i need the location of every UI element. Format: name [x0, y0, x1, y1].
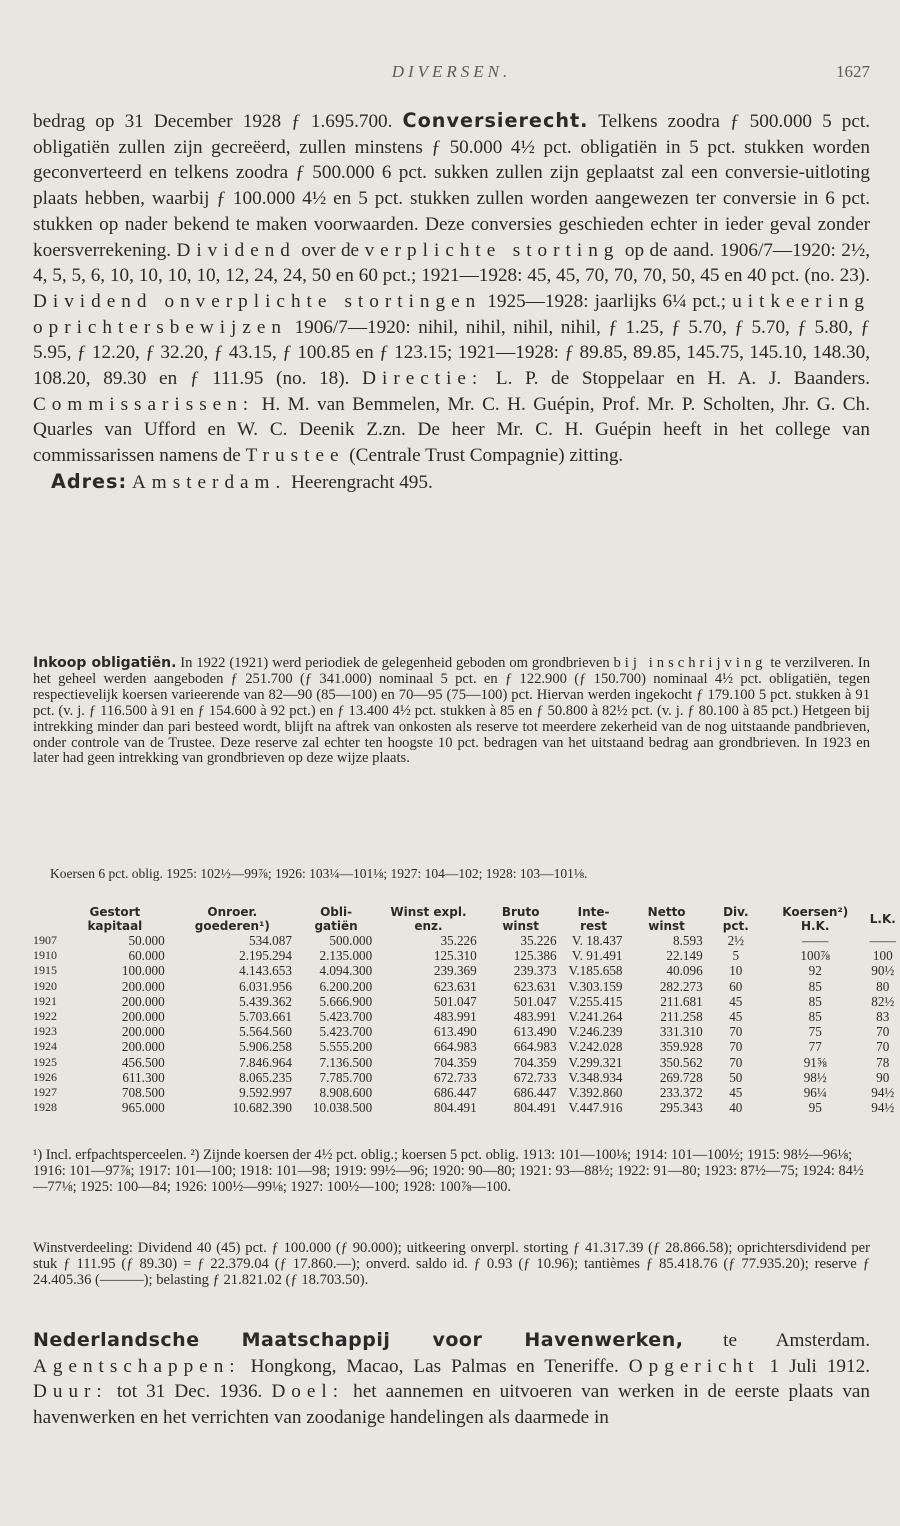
table-row [33, 1100, 900, 1115]
winstverdeeling: Winstverdeeling: Dividend 40 (45) pct. ƒ 100.000 (ƒ 90.000); uitkeering onverpl. storting ƒ 41.317.39 (ƒ 28.866.58); oprichtersdividend per stuk ƒ 111.95 (ƒ 89.30) = ƒ 22.379.04 (ƒ 17.860.—); onverd. saldo id. ƒ 0.93 (ƒ 10.96); tantièmes ƒ 85.418.76 (ƒ 77.935.20); reserve ƒ 24.405.36 (———); belasting ƒ 21.821.02 (ƒ 18.703.50). [33, 1240, 870, 1288]
table-cell: 4.143.653 [239, 963, 292, 979]
table-cell: V.241.264 [568, 1009, 623, 1025]
table-cell: 664.983 [433, 1039, 477, 1055]
table-cell: 85 [808, 978, 822, 994]
table-cell: 83 [876, 1009, 890, 1025]
table-cell: 40.096 [666, 963, 703, 979]
table-cell: 2½ [727, 933, 745, 948]
table-cell: 269.728 [659, 1069, 703, 1085]
table-cell: 613.490 [433, 1024, 477, 1040]
table-cell: 10.038.500 [312, 1100, 373, 1116]
table-cell-year: 1925 [33, 1054, 57, 1069]
table-cell: 5.666.900 [319, 993, 373, 1009]
table-cell-year: 1920 [33, 978, 57, 993]
table-cell: V. 91.491 [571, 948, 623, 964]
table-cell: V.447.916 [568, 1100, 623, 1116]
table-cell: 611.300 [122, 1069, 165, 1085]
table-cell: V.299.321 [568, 1054, 623, 1070]
table-cell: 6.031.956 [239, 978, 292, 994]
table-cell: 70 [729, 1039, 743, 1055]
table-footnotes: ¹) Incl. erfpachtsperceelen. ²) Zijnde koersen der 4½ pct. oblig.; koersen 5 pct. oblig. 1913: 101—100⅛; 1914: 101—100½; 1915: 98½—96⅛; 1916: 101—97⅞; 1917: 101—100; 1918: 101—98; 1919: 99½—96; 1920: 90—80; 1921: 93—88½; 1922: 91—80; 1923: 87½—75; 1924: 84½—77⅛; 1925: 100—84; 1926: 100½—99⅛; 1927: 100½—100; 1928: 100⅞—100. [33, 1147, 864, 1195]
address-city: Amsterdam. [131, 471, 287, 493]
table-cell: 7.136.500 [319, 1054, 373, 1070]
table-cell: 35.226 [440, 933, 477, 948]
financial-table [33, 905, 900, 1115]
table-cell: 623.631 [513, 978, 557, 994]
table-cell: 804.491 [513, 1100, 557, 1116]
table-cell: 456.500 [121, 1054, 165, 1070]
table-header-row: Gestort kapitaal Onroer. goederen¹) Obli-gatiën Winst expl. enz. Bruto winst Inte-rest Netto winst Div. pct. Koersen²) H.K. L.K. [87, 905, 896, 933]
table-cell: 4.094.300 [319, 963, 373, 979]
table-cell-year: 1924 [33, 1039, 57, 1054]
heading-inkoop: Inkoop obligatiën. [33, 655, 177, 671]
koersen-line: Koersen 6 pct. oblig. 1925: 102½—99⅞; 1926: 103¼—101⅛; 1927: 104—102; 1928: 103—101⅛. [50, 866, 588, 881]
table-cell-year: 1910 [33, 948, 57, 963]
table-cell: 40 [729, 1100, 743, 1116]
table-cell-year: 1926 [33, 1069, 57, 1084]
table-row [33, 1085, 900, 1100]
table-cell: 672.733 [433, 1069, 477, 1085]
table-cell: 50 [729, 1069, 743, 1085]
paragraph-adres [33, 469, 870, 496]
table-cell: 8.593 [673, 933, 703, 948]
heading-directie: Directie: [362, 368, 484, 390]
table-cell: 282.273 [659, 978, 703, 994]
table-cell: 100⅞ [800, 948, 831, 964]
heading-trustee: Trustee [245, 445, 345, 467]
table-cell: 10 [729, 963, 743, 979]
table-cell: 704.359 [433, 1054, 477, 1070]
table-row [33, 994, 900, 1009]
table-cell: 5.564.560 [239, 1024, 292, 1040]
table-cell-year: 1907 [33, 933, 57, 947]
table-cell: 2.135.000 [319, 948, 373, 964]
table-cell: 35.226 [520, 933, 557, 948]
table-cell: 100 [872, 948, 893, 964]
table-cell: 45 [729, 1085, 743, 1101]
table-cell-year: 1927 [33, 1085, 57, 1100]
table-cell: 7.846.964 [239, 1054, 292, 1070]
table-cell-year: 1928 [33, 1100, 57, 1115]
table-row [33, 1009, 900, 1024]
table-cell: 94½ [871, 1100, 895, 1116]
table-cell: 70 [729, 1024, 743, 1040]
table-cell: 2.195.294 [239, 948, 292, 964]
heading-adres: Adres: [51, 469, 128, 493]
table-cell: 22.149 [666, 948, 703, 964]
table-cell: 623.631 [433, 978, 477, 994]
table-row [33, 963, 900, 978]
running-title: DIVERSEN. [391, 62, 512, 81]
table-cell: V.392.860 [568, 1085, 623, 1101]
table-cell: 70 [876, 1024, 890, 1040]
company-name: Nederlandsche Maatschappij voor Havenwerken, [33, 1329, 684, 1351]
section-dividend-info [33, 108, 870, 496]
table-cell: 804.491 [433, 1100, 477, 1116]
table-cell-year: 1923 [33, 1024, 57, 1039]
table-cell: 50.000 [128, 933, 165, 948]
table-cell: 75 [808, 1024, 822, 1040]
table-cell: —— [802, 933, 829, 948]
table-cell: 98½ [803, 1069, 827, 1085]
table-cell-year: 1915 [33, 963, 57, 978]
table-cell: 45 [729, 1009, 743, 1025]
heading-uitkeering: uitkeering oprichtersbewijzen [33, 290, 870, 338]
table-cell: 200.000 [121, 1009, 165, 1025]
table-cell: —— [869, 933, 896, 948]
table-cell: 239.373 [513, 963, 557, 979]
table-cell: 200.000 [121, 1024, 165, 1040]
table-cell: 200.000 [121, 1039, 165, 1055]
table-cell: 200.000 [121, 993, 165, 1009]
table-cell: 8.065.235 [239, 1069, 292, 1085]
table-row [33, 948, 900, 963]
table-cell: 60.000 [128, 948, 165, 964]
table-cell: 295.343 [659, 1100, 703, 1116]
table-row [33, 1055, 900, 1070]
table-cell: 80 [876, 978, 890, 994]
paragraph-conversie: bedrag op 31 December 1928 ƒ 1.695.700. Conversierecht. Telkens zoodra ƒ 500.000 5 pct. obligatiën zullen zijn gecreëerd, zullen minstens ƒ 50.000 4½ pct. obligatiën in 5 pct. stukken worden geconverteerd en telkens zoodra ƒ 500.000 6 pct. sukken zullen zijn geplaatst zal een conversie-uitloting plaats hebben, waarbij ƒ 100.000 4½ en 5 pct. stukken zullen worden aangewezen ter conversie in 6 pct. stukken op nader bekend te maken voorwaarden. Deze conversies geschieden echter in ieder geval zonder koersverrekening. Dividend over de verplichte storting op de aand. 1906/7—1920: 2½, 4, 5, 5, 6, 10, 10, 10, 10, 12, 24, 24, 50 en 60 pct.; 1921—1928: 45, 45, 70, 70, 70, 50, 45 en 40 pct. (no. 23). Dividend onverplichte stortingen 1925—1928: jaarlijks 6¼ pct.; uitkeering oprichtersbewijzen 1906/7—1920: nihil, nihil, nihil, nihil, ƒ 1.25, ƒ 5.70, ƒ 5.70, ƒ 5.80, ƒ 5.95, ƒ 12.20, ƒ 32.20, ƒ 43.15, ƒ 100.85 en ƒ 123.15; 1921—1928: ƒ 89.85, 89.85, 145.75, 145.10, 148.30, 108.20, 89.30 en ƒ 111.95 (no. 18). Directie: L. P. de Stoppelaar en H. A. J. Baanders. Commissarissen: H. M. van Bemmelen, Mr. C. H. Guépin, Prof. Mr. P. Scholten, Jhr. G. Ch. Quarles van Ufford en W. C. Deenik Z.zn. De heer Mr. C. H. Guépin heeft in het college van commissarissen namens de Trustee (Centrale Trust Compagnie) zitting. [33, 109, 871, 467]
table-cell: 613.490 [513, 1024, 557, 1040]
table-cell: 92 [808, 963, 822, 979]
table-cell: 85 [808, 993, 822, 1009]
table-cell: 100.000 [121, 963, 165, 979]
table-cell: V. 18.437 [571, 933, 623, 948]
table-cell: 704.359 [513, 1054, 557, 1070]
table-cell: V.255.415 [568, 993, 623, 1009]
table-cell: 331.310 [659, 1024, 703, 1040]
table-row [33, 979, 900, 994]
table-cell: 8.908.600 [319, 1085, 373, 1101]
table-cell: 6.200.200 [319, 978, 373, 994]
table-cell: 95 [808, 1100, 822, 1116]
table-cell: 5.703.661 [239, 1009, 292, 1025]
table-cell: 77 [808, 1039, 822, 1055]
table-cell: 85 [808, 1009, 822, 1025]
heading-verplichte-storting: verplichte storting [364, 239, 620, 261]
table-cell: 5.423.700 [319, 1009, 373, 1025]
table-cell: 10.682.390 [232, 1100, 292, 1116]
table-cell: 5.423.700 [319, 1024, 373, 1040]
table-cell: 94½ [871, 1085, 895, 1101]
table-cell: 91⅝ [803, 1054, 827, 1070]
table-cell: 5.555.200 [319, 1039, 373, 1055]
table-cell: V.348.934 [568, 1069, 623, 1085]
table-cell-year: 1922 [33, 1009, 57, 1024]
table-cell: 500.000 [329, 933, 373, 948]
table-cell: 125.386 [513, 948, 557, 964]
address-street: Heerengracht 495. [291, 471, 433, 493]
table-cell: 82½ [871, 993, 895, 1009]
table-cell: 211.681 [660, 993, 703, 1009]
table-cell: 9.592.997 [239, 1085, 292, 1101]
table-cell: 7.785.700 [319, 1069, 373, 1085]
heading-dividend: Dividend [176, 239, 296, 261]
table-cell: 78 [876, 1054, 890, 1070]
table-cell: 359.928 [659, 1039, 703, 1055]
table-cell: 708.500 [121, 1085, 165, 1101]
table-body [33, 933, 900, 1115]
table-cell: 5 [732, 948, 740, 964]
table-cell: 534.087 [249, 933, 292, 948]
table-cell: 90½ [871, 963, 895, 979]
table-cell: 70 [729, 1054, 743, 1070]
table-row [33, 1024, 900, 1039]
table-cell: 125.310 [433, 948, 477, 964]
table-cell: V.185.658 [568, 963, 623, 979]
table-cell: 965.000 [121, 1100, 165, 1116]
table-cell: 200.000 [121, 978, 165, 994]
table-row [33, 933, 900, 948]
table-cell: 5.439.362 [239, 993, 292, 1009]
page-number: 1627 [836, 62, 870, 81]
table-cell: 664.983 [513, 1039, 557, 1055]
running-header [33, 0, 870, 81]
table-cell: 233.372 [659, 1085, 703, 1101]
table-cell: 211.258 [660, 1009, 703, 1025]
table-row [33, 1070, 900, 1085]
table-cell: 483.991 [433, 1009, 477, 1025]
section-havenwerken: Nederlandsche Maatschappij voor Havenwerken, te Amsterdam. Agentschappen: Hongkong, Macao, Las Palmas en Teneriffe. Opgericht 1 Juli 1912. Duur: tot 31 Dec. 1936. Doel: het aannemen en uitvoeren van werken in de eerste plaats van havenwerken en het verrichten van zoodanige handelingen als daarmede in [33, 1329, 871, 1428]
table-cell: 70 [876, 1039, 890, 1055]
heading-commissarissen: Commissarissen: [33, 393, 255, 415]
table-cell: 90 [876, 1069, 890, 1085]
table-cell: 60 [729, 978, 743, 994]
table-cell: 483.991 [513, 1009, 557, 1025]
table-cell: 686.447 [433, 1085, 477, 1101]
table-cell-year: 1921 [33, 993, 57, 1008]
table-cell: 96¼ [803, 1085, 827, 1101]
table-cell: 350.562 [659, 1054, 703, 1070]
table-cell: 45 [729, 993, 743, 1009]
table-cell: 672.733 [513, 1069, 557, 1085]
table-cell: 501.047 [433, 993, 477, 1009]
table-cell: V.303.159 [568, 978, 623, 994]
table-cell: 5.906.258 [239, 1039, 292, 1055]
heading-conversierecht: Conversierecht. [402, 109, 589, 132]
table-cell: V.246.239 [568, 1024, 623, 1040]
table-row [33, 1039, 900, 1054]
table-cell: 239.369 [433, 963, 477, 979]
heading-dividend-onverplicht: Dividend onverplichte stortingen [33, 290, 482, 312]
table-cell: V.242.028 [568, 1039, 623, 1055]
section-inkoop-obligatien: Inkoop obligatiën. In 1922 (1921) werd periodiek de gelegenheid geboden om grondbrieven bij inschrijving te verzilveren. In het geheel werden aangeboden ƒ 251.700 (ƒ 341.000) nominaal 5 pct. en ƒ 122.900 (ƒ 150.700) nominaal 4½ pct. obligatiën, tegen respectievelijk koersen varieerende van 82—90 (85—100) en 70—95 (75—100) pct. Hiervan werden ingekocht ƒ 179.100 5 pct. stukken à 91 pct. (v. j. ƒ 116.500 à 91 en ƒ 154.600 à 92 pct.) en ƒ 13.400 4½ pct. stukken à 85 en ƒ 50.800 à 82½ pct. (v. j. ƒ 80.100 à 85 pct.) Hetgeen bij intrekking minder dan pari besteed wordt, blijft na aftrek van onkosten als reserve tot meerdere zekerheid van de nog uitstaande pandbrieven, onder controle van de Trustee. Deze reserve zal echter ten hoogste 10 pct. bedragen van het uitstaand bedrag aan grondbrieven. In 1923 en later had geen intrekking van grondbrieven op deze wijze plaats. [33, 655, 871, 767]
table-cell: 686.447 [513, 1085, 557, 1101]
table-cell: 501.047 [513, 993, 557, 1009]
